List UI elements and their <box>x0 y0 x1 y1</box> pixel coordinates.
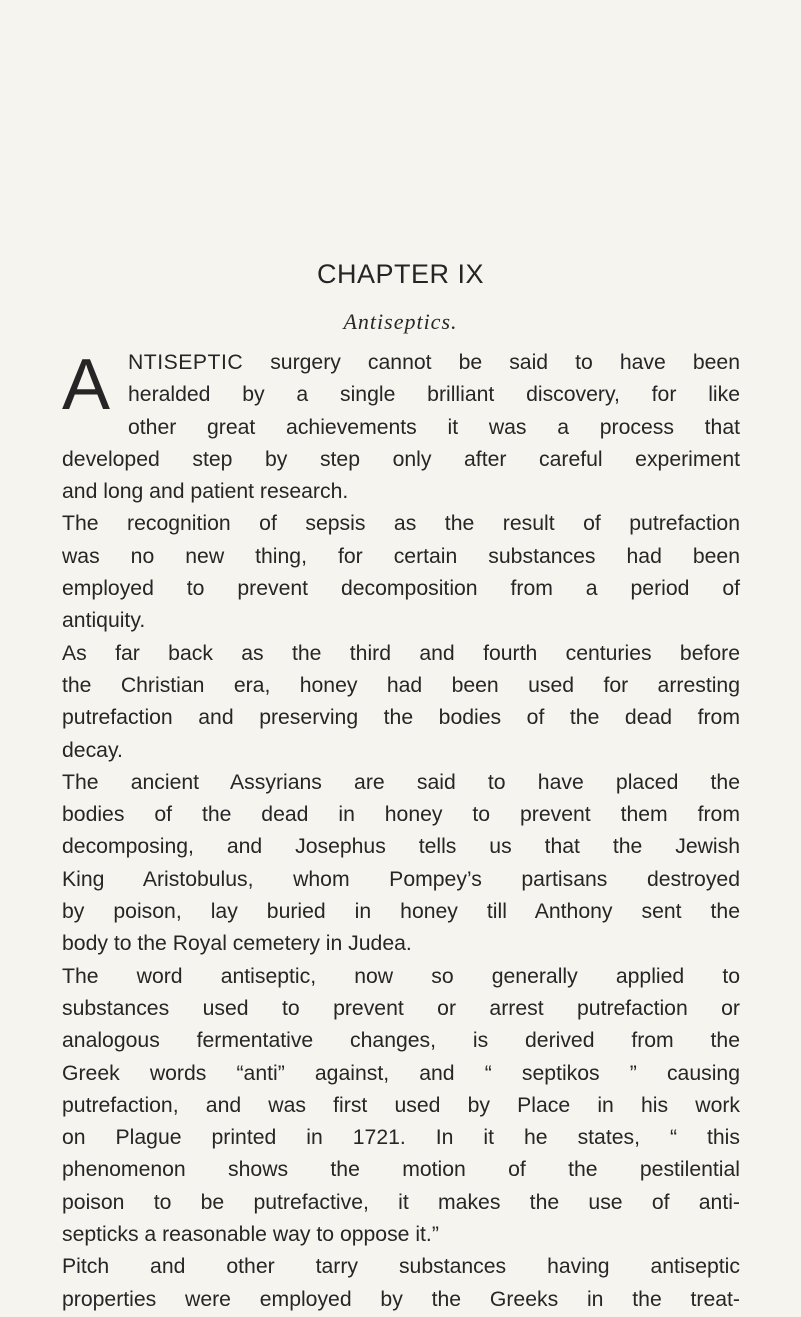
text-line: was no new thing, for certain substances had been <box>62 544 740 568</box>
chapter-subtitle: Antiseptics. <box>343 309 458 334</box>
text-line: Pitch and other tarry substances having antiseptic <box>62 1255 740 1279</box>
chapter-heading: CHAPTER IX <box>316 259 485 289</box>
text-line: body to the Royal cemetery in Judea. <box>62 932 412 956</box>
text-line: developed step by step only after careful experiment <box>62 447 740 471</box>
text-line: employed to prevent decomposition from a period of <box>62 577 740 601</box>
text-line: properties were employed by the Greeks in the treat- <box>62 1287 740 1311</box>
drop-cap: A <box>62 345 111 425</box>
text-line: bodies of the dead in honey to prevent them from <box>62 803 740 827</box>
text-line: The ancient Assyrians are said to have placed the <box>62 770 740 794</box>
text-line: poison to be putrefactive, it makes the use of anti- <box>62 1190 740 1214</box>
first-word: NTISEPTIC <box>128 351 244 374</box>
text-line: putrefaction and preserving the bodies of the dead from <box>62 706 740 730</box>
text-line: septicks a reasonable way to oppose it.” <box>62 1223 439 1247</box>
text-line: other great achievements it was a process that <box>128 415 740 439</box>
text-line: putrefaction, and was first used by Place in his work <box>62 1093 740 1117</box>
text-line: decomposing, and Josephus tells us that the Jewish <box>62 835 740 859</box>
text-line: The word antiseptic, now so generally applied to <box>62 964 740 988</box>
text-line: heralded by a single brilliant discovery, for like <box>128 383 740 407</box>
first-line-rest: surgery cannot be said to have been <box>243 351 740 374</box>
text-line: Greek words “anti” against, and “ septikos ” causing <box>62 1061 740 1085</box>
text-line: As far back as the third and fourth centuries before <box>62 641 740 665</box>
text-line: King Aristobulus, whom Pompey’s partisans destroyed <box>62 867 740 891</box>
text-line: antiquity. <box>62 609 146 633</box>
text-line: on Plague printed in 1721. In it he states, “ this <box>62 1126 740 1150</box>
text-line <box>62 347 740 379</box>
text-line: and long and patient research. <box>62 480 349 504</box>
text-line: by poison, lay buried in honey till Anthony sent the <box>62 900 740 924</box>
text-line: decay. <box>62 738 123 762</box>
body-text <box>62 347 740 1316</box>
text-line: analogous fermentative changes, is derived from the <box>62 1029 740 1053</box>
text-line: the Christian era, honey had been used for arresting <box>62 673 740 697</box>
text-line: The recognition of sepsis as the result of putrefaction <box>62 512 740 536</box>
text-line: phenomenon shows the motion of the pestilential <box>62 1158 740 1182</box>
text-line: substances used to prevent or arrest putrefaction or <box>62 996 740 1020</box>
